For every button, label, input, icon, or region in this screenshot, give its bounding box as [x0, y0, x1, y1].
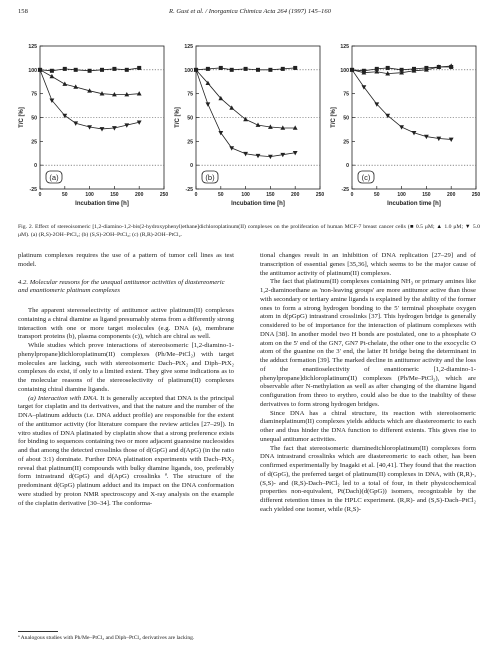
figure-2: [10, 26, 490, 222]
y-tick-label: 125: [28, 44, 37, 50]
data-point-triangle-down: [100, 127, 105, 131]
data-point-triangle-up: [293, 125, 298, 129]
y-tick-label: 50: [343, 115, 349, 122]
y-tick-label: 0: [34, 163, 37, 170]
x-tick-label: 150: [266, 192, 275, 198]
data-point-square: [63, 67, 67, 71]
figure-caption: Fig. 2. Effect of stereoisomeric [1,2-diamino-1,2-bis(2-hydroxyphenyl)ethane]dichloroplatinum(II) complexes on the proliferation of human MCF-7 breast cancer cells (■ 0.5 μM; ▲ 1.0 μM; ▼ 5.0 μM). (a) (R,S)-2OH–PtCl₂; (b) (S,S)-2OH–PtCl₂; (c) (R,R)-2OH–PtCl₂.: [18, 224, 480, 238]
data-point-square: [219, 66, 223, 70]
data-point-triangle-down: [268, 155, 273, 159]
paragraph: While studies which prove interactions of stereoisomeric [1,2-diamino-1-phenylpropane]dichloroplatinum(II) complexes (Ph/Me–PtCl₂) with target molecules are lacking, such with stereoisomeric Dach–PtX₂ and Diph–PtX₂ complexes do exist, if only to a limited extent. They give some indications as to the molecular reasons of the stereoselectivity of platinum(II) complexes containing chiral diamine ligands.: [18, 342, 234, 393]
run-in-heading: (a) Interaction with DNA.: [28, 394, 99, 402]
x-tick-label: 100: [85, 192, 94, 198]
x-tick-label: 150: [422, 192, 431, 198]
x-tick-label: 50: [218, 192, 224, 198]
x-axis-label: Incubation time [h]: [387, 201, 441, 207]
y-tick-label: -25: [29, 187, 37, 193]
footnote: [18, 631, 234, 642]
x-tick-label: 200: [447, 192, 456, 198]
data-point-triangle-up: [50, 74, 55, 78]
data-point-square: [125, 68, 129, 72]
y-tick-label: 75: [343, 91, 349, 98]
data-point-square: [100, 68, 104, 72]
y-tick-label: -25: [341, 187, 349, 193]
paragraph: The fact that stereoisomeric diaminedichloroplatinum(II) complexes form DNA intrastrand crosslinks which are diastereomeric to each other, has been confirmed experimentally by Inagaki et al. [40,41]. They found that the reaction of d(GpG), the preferred target of platinum(II) complexes in DNA, with (R,R)-, (S,S)- and (R,S)-Dach–PtCl₂ led to a total of four, in their physicochemical properties non-equivalent, Pt(Dach)(d(GpG)) isomers, recognizable by the different retention times in the HPLC experiment. (R,R)- and (S,S)-Dach–PtCl₂ each yielded one isomer, while (R,S)-: [260, 444, 476, 513]
y-tick-label: 125: [340, 44, 349, 50]
data-point-square: [244, 67, 248, 71]
y-axis-label: T/C [%]: [331, 107, 337, 128]
paragraph-body: It is generally accepted that DNA is the principal target for cisplatin and its derivatives, and that the nature and the number of the DNA–platinum adducts (i.e. DNA adduct profile) are responsible for the extent of the antitumor activity (for literature compare the review articles [27–29]). In vitro studies of DNA platinated by cisplatin show that a strong preference exists for binding to sequences containing two or more adjacent guanosine nucleosides and that among the detected crosslinks those of d(GpG) and d(ApG) (in the ratio of about 3:1) dominate. Further DNA platination experiments with Dach–PtX₂ reveal that platinum(II) compounds with bulky diamine ligands, too, preferably form intrastrand d(GpG) and d(ApG) crosslinks ª. The structure of the predominant d(GpG) platinum adduct and its impact on the DNA conformation were studied by proton NMR spectroscopy and X-ray analysis on the example of the cisplatin derivative [30–34]. The conforma-: [18, 394, 234, 507]
paragraph: The fact that platinum(II) complexes containing NH₃ or primary amines like 1,2-diaminoethane as 'non-leaving groups' are more antitumor active than those with secondary or tertiary amine ligands is explained by the ability of the former ones to form a strong hydrogen bonding to the 5′ terminal phosphate oxygen atom in d(pGpG) intrastrand crosslinks [37]. This hydrogen bridge is generally considered to be of importance for the interaction of platinum complexes with DNA [38]. In another model two H bonds are postulated, one to a phosphate O atom on the 5′ end of the GN7, GN7 Pt-chelate, the other one to the exocyclic O atom of the guanine on the 3′ end, the latter H bridge being the determinant in the adduct formation [39]. The marked decline in antitumor activity and the loss of the enantioselectivity of enantiomeric [1,2-diamino-1-phenylpropane]dichloroplatinum(II) complexes (Ph/Me–PtCl₂), which are observable after N-methylation as well as after changing of the diamine ligand configuration from threo to erythro, could also be due to the inability of these derivatives to form strong hydrogen bridges.: [260, 278, 476, 408]
data-point-square: [256, 68, 260, 72]
page-number: 158: [18, 8, 28, 15]
x-tick-label: 250: [471, 192, 481, 198]
x-tick-label: 250: [159, 192, 169, 198]
y-tick-label: 100: [184, 67, 193, 74]
y-tick-label: -25: [185, 187, 193, 193]
data-point-square: [137, 66, 141, 70]
data-point-triangle-down: [206, 102, 211, 106]
y-tick-label: 75: [187, 91, 193, 98]
x-tick-label: 0: [38, 192, 42, 198]
panel-label: (c): [361, 173, 371, 182]
y-tick-label: 25: [187, 139, 193, 146]
footnote-text: ª Analogous studies with Ph/Me–PtCl₂ and Diph–PtCl₂ derivatives are lacking.: [18, 635, 195, 641]
paragraph: platinum complexes requires the use of a pattern of tumor cell lines as test model.: [18, 252, 234, 268]
data-point-triangle-up: [62, 82, 67, 86]
y-tick-label: 125: [184, 44, 193, 50]
x-tick-label: 200: [291, 192, 300, 198]
y-axis-label: T/C [%]: [19, 107, 25, 128]
paragraph: tional changes result in an inhibition of DNA replication [27–29] and of transcription of essential genes [35,36], which seems to be the major cause of the antitumor activity of platinum(II) complexes.: [260, 252, 476, 277]
data-point-square: [50, 69, 54, 73]
footnote-rule: [18, 631, 58, 632]
figure-2-plots: [10, 26, 490, 222]
y-tick-label: 0: [190, 163, 193, 170]
x-tick-label: 0: [350, 192, 354, 198]
y-axis-label: T/C [%]: [175, 107, 181, 128]
x-axis-label: Incubation time [h]: [75, 201, 129, 207]
y-tick-label: 75: [31, 91, 37, 98]
data-point-square: [386, 66, 390, 70]
data-point-square: [293, 66, 297, 70]
y-tick-label: 0: [346, 163, 349, 170]
y-tick-label: 25: [343, 139, 349, 146]
data-point-square: [281, 67, 285, 71]
data-point-square: [74, 68, 78, 72]
data-point-triangle-up: [137, 91, 142, 95]
data-point-square: [88, 69, 92, 73]
x-axis-label: Incubation time [h]: [231, 201, 285, 207]
x-tick-label: 100: [397, 192, 406, 198]
journal-citation: R. Gust et al. / Inorganica Chimica Acta 264 (1997) 145–160: [169, 8, 331, 15]
x-tick-label: 50: [62, 192, 68, 198]
section-heading: 4.2. Molecular reasons for the unequal antitumor activities of diastereomeric and enantiomeric platinum complexes: [18, 278, 225, 295]
data-point-square: [112, 67, 116, 71]
data-point-square: [268, 68, 272, 72]
y-tick-label: 100: [340, 67, 349, 74]
x-tick-label: 250: [315, 192, 325, 198]
y-tick-label: 100: [28, 67, 37, 74]
panel-label: (a): [49, 173, 59, 182]
x-tick-label: 100: [241, 192, 250, 198]
x-tick-label: 150: [110, 192, 119, 198]
data-point-square: [230, 68, 234, 72]
y-tick-label: 50: [31, 115, 37, 122]
y-tick-label: 25: [31, 139, 37, 146]
data-point-square: [206, 67, 210, 71]
x-tick-label: 50: [374, 192, 380, 198]
y-tick-label: 50: [187, 115, 193, 122]
x-tick-label: 200: [135, 192, 144, 198]
left-column: [18, 252, 234, 508]
x-tick-label: 0: [194, 192, 198, 198]
running-header: [18, 8, 482, 20]
series-line-triangle-down: [196, 70, 295, 157]
paragraph: [18, 395, 234, 509]
panel-label: (b): [205, 173, 215, 182]
paragraph: The apparent stereoselectivity of antitumor active platinum(II) complexes containing a chiral diamine as ligand presumably stems from a differently strong interaction with one or more target molecules (e.g. DNA (a), membrane transport proteins (b), plasma components (c)), which are chiral as well.: [18, 307, 234, 341]
paragraph: Since DNA has a chiral structure, its reaction with stereoisomeric diamineplatinum(II) complexes yields adducts which are diastereomeric to each other and thus hinder the DNA function to different extents. This gives rise to unequal antitumor activities.: [260, 409, 476, 443]
data-point-triangle-down: [449, 138, 454, 142]
right-column: [260, 252, 476, 515]
